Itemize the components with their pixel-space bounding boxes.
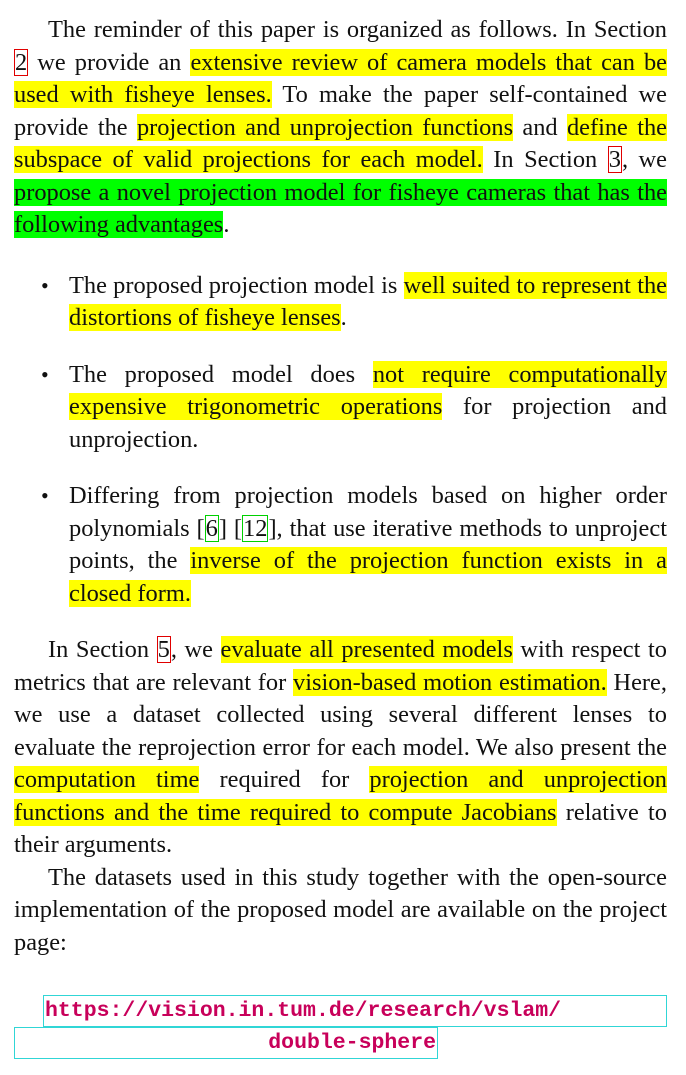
- bullet-3-text-1: Differing from projection models based on higher order polynomials [: [69, 482, 667, 542]
- highlight-novel-model: propose a novel projection model for fisheye cameras that has the following advantages: [14, 178, 667, 238]
- intro-text-5: In Section: [482, 146, 608, 173]
- eval-text-3: with respect to metrics that are relevant for: [14, 636, 667, 696]
- bullet-icon: •: [41, 361, 49, 387]
- project-url-line-2[interactable]: double-sphere: [14, 1027, 438, 1059]
- intro-text-7: .: [223, 211, 230, 238]
- project-url-line-1[interactable]: https://vision.in.tum.de/research/vslam/: [43, 995, 667, 1027]
- bullet-3-text-2: ] [: [218, 514, 243, 542]
- eval-text-5: required for: [199, 766, 370, 793]
- intro-text-3: To make the paper self-contained we provide the: [14, 81, 667, 141]
- advantages-list: [14, 270, 667, 611]
- bullet-icon: •: [41, 272, 49, 298]
- citation-12-link[interactable]: 12: [243, 514, 268, 542]
- highlight-trigonometric: not require computationally expensive trigonometric operations: [69, 360, 667, 420]
- intro-text-2: we provide an: [28, 48, 191, 76]
- highlight-projection-functions: projection and unprojection functions: [136, 113, 514, 141]
- eval-text-2: , we: [170, 636, 221, 663]
- intro-text-1: The reminder of this paper is organized as follows. In Section: [48, 16, 667, 43]
- highlight-computation-time: computation time: [14, 766, 200, 793]
- bullet-1-text-1: The proposed projection model is: [69, 271, 404, 299]
- list-item-trigonometry: [14, 359, 667, 457]
- highlight-evaluate-models: evaluate all presented models: [220, 636, 513, 663]
- eval-text-1: In Section: [48, 636, 157, 663]
- highlight-closed-form: inverse of the projection function exists in a closed form.: [69, 547, 667, 607]
- section-3-ref-link[interactable]: 3: [608, 146, 621, 173]
- intro-text-4: and: [513, 113, 567, 141]
- section-5-ref-link[interactable]: 5: [157, 636, 170, 663]
- section-2-ref-link[interactable]: 2: [15, 48, 28, 76]
- intro-paragraph: [14, 14, 667, 242]
- evaluation-paragraph: [14, 634, 667, 862]
- citation-6-link[interactable]: 6: [205, 514, 218, 542]
- bullet-icon: •: [41, 483, 49, 508]
- highlight-valid-projections: define the subspace of valid projections for each model.: [14, 113, 667, 173]
- bullet-3-text-3: ], that use iterative methods to unproject points, the: [69, 514, 667, 574]
- highlight-distortions: well suited to represent the distortions of fisheye lenses: [69, 271, 667, 331]
- list-item-distortions: [14, 270, 667, 335]
- project-page-link[interactable]: [14, 995, 667, 1059]
- highlight-motion-estimation: vision-based motion estimation.: [293, 668, 607, 696]
- highlight-jacobians: projection and unprojection functions and the time required to compute Jacobians: [14, 766, 667, 826]
- datasets-paragraph: The datasets used in this study together with the open-source implementation of the proposed model are available on the project page:: [14, 863, 667, 956]
- paper-page: [14, 14, 667, 1059]
- list-item-closed-form: [14, 480, 667, 610]
- eval-text-6: relative to their arguments.: [14, 798, 667, 858]
- bullet-2-text-1: The proposed model does: [69, 360, 373, 388]
- intro-text-6: , we: [621, 146, 667, 173]
- bullet-1-text-2: .: [340, 304, 347, 331]
- bullet-2-text-2: for projection and unprojection.: [69, 393, 667, 453]
- eval-text-4: Here, we use a dataset collected using several different lenses to evaluate the reprojection error for each model. We also present the: [14, 668, 667, 761]
- highlight-camera-models-review: extensive review of camera models that can be used with fisheye lenses.: [14, 48, 668, 108]
